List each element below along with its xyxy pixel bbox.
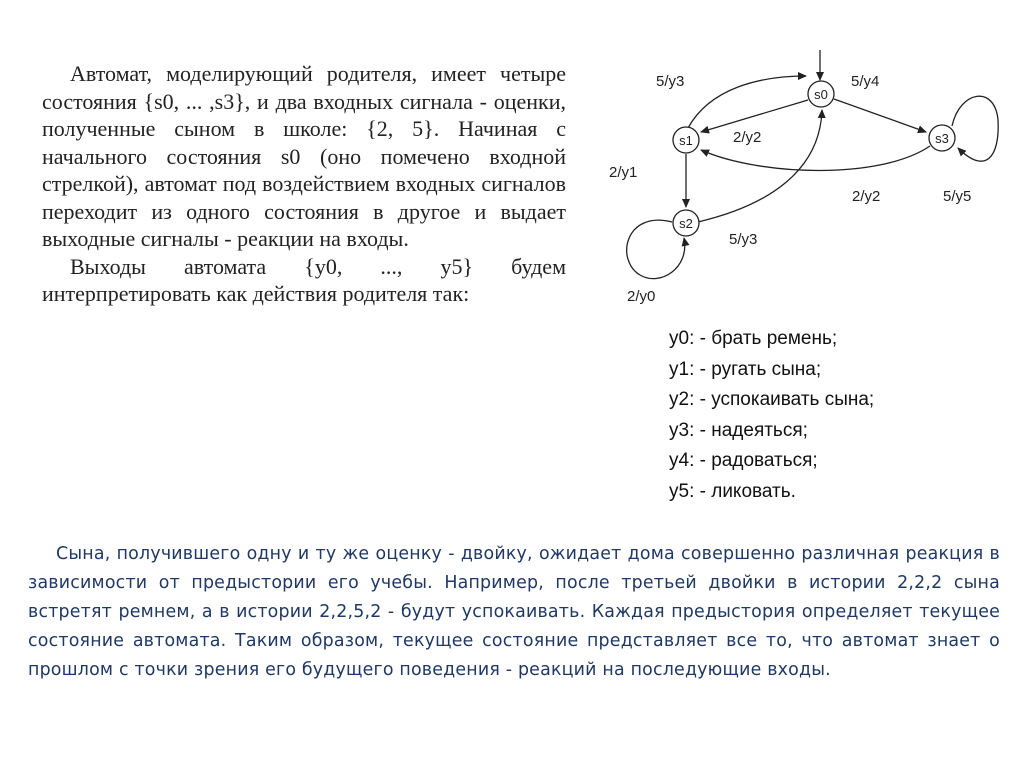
output-y4: y4: - радоваться; — [669, 450, 818, 471]
label-s2-s0-5y3: 5/y3 — [729, 231, 758, 248]
output-y2: y2: - успокаивать сына; — [669, 389, 875, 410]
state-s0-label: s0 — [814, 87, 828, 102]
state-s2-label: s2 — [679, 216, 693, 231]
label-s3-loop-5y5: 5/y5 — [943, 188, 972, 205]
label-s2-loop-2y0: 2/y0 — [627, 288, 656, 305]
edge-s0-s1-2y2 — [701, 100, 808, 132]
state-s3-label: s3 — [935, 131, 949, 146]
edge-s3-s1-2y2 — [701, 146, 930, 171]
intro-paragraph-1: Автомат, моделирующий родителя, имеет четыре состояния {s0, ... ,s3}, и два входных сигнала - оценки, полученные сыном в школе: {2, 5}. Начиная с начального состояния s0 (оно помечено входной стрелкой), автомат под воздействием входных сигналов переходит из одного состояния в другое и выдает выходные сигналы - реакции на входы. — [42, 61, 566, 251]
intro-paragraph-2: Выходы автомата {y0, ..., y5} будем интерпретировать как действия родителя так: — [42, 253, 566, 306]
bottom-text — [28, 540, 1000, 685]
label-s0-s1-2y2: 2/y2 — [733, 129, 762, 146]
label-s1-s2-2y1: 2/y1 — [609, 164, 638, 181]
edge-s1-s0-5y3 — [688, 76, 806, 128]
state-s1-label: s1 — [679, 133, 693, 148]
output-y0: y0: - брать ремень; — [669, 328, 838, 349]
label-s1-s0-5y3: 5/y3 — [656, 73, 685, 90]
edge-s3-loop-5y5 — [952, 96, 998, 161]
outputs-list — [669, 324, 874, 507]
edge-s0-s3-5y4 — [834, 99, 926, 132]
label-s3-s1-2y2: 2/y2 — [852, 188, 881, 205]
output-y1: y1: - ругать сына; — [669, 358, 822, 380]
output-y3: y3: - надеяться; — [669, 419, 808, 441]
bottom-paragraph: Сына, получившего одну и ту же оценку - двойку, ожидает дома совершенно различная реакция в зависимости от предыстории его учебы. Например, после третьей двойки в истории 2,2,2 сына встретят ремнем, а в истории 2,2,5,2 - будут успокаивать. Каждая предыстория определяет текущее состояние автомата. Таким образом, текущее состояние представляет все то, что автомат знает о прошлом с точки зрения его будущего поведения - реакций на последующие входы. — [28, 544, 1000, 680]
output-y5: y5: - ликовать. — [669, 480, 796, 502]
label-s0-s3-5y4: 5/y4 — [851, 73, 880, 90]
